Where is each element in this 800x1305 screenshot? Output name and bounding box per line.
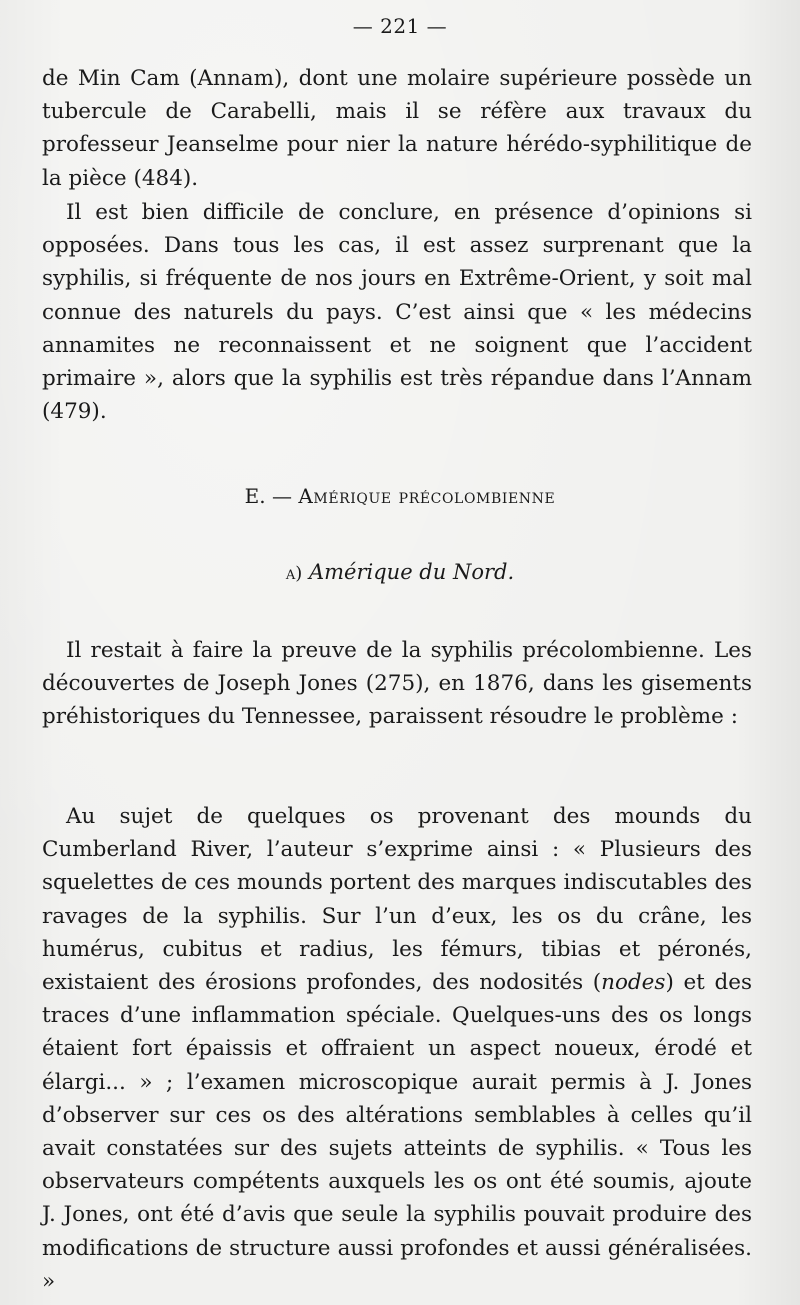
paragraph-1: de Min Cam (Annam), dont une molaire supérieure possède un tubercule de Carabelli, mais il se réfère aux travaux du professeur Jeanselme pour nier la nature hérédo-syphilitique de la pièce (484). <box>42 66 752 191</box>
paragraph-4-part-2: ) et des traces d’une inflammation spéciale. Quelques-uns des os longs étaient fort épaissis et offraient un aspect noueux, érodé et élargi... » ; l’examen microscopique aurait permis à J. Jones d’observer sur ces os des altérations semblables à celles qu’il avait constatées sur des sujets atteints de syphilis. « Tous les observateurs compétents auxquels les os ont été soumis, ajoute J. Jones, ont été d’avis que seule la syphilis pouvait produire des modifications de structure aussi profondes et aussi généralisées. » <box>42 970 752 1294</box>
paragraph-2: Il est bien difficile de conclure, en présence d’opinions si opposées. Dans tous les cas, il est assez surprenant que la syphilis, si fréquente de nos jours en Extrême-Orient, y soit mal connue des naturels du pays. C’est ainsi que « les médecins annamites ne reconnaissent et ne soignent que l’accident primaire », alors que la syphilis est très répandue dans l’Annam (479). <box>42 200 752 425</box>
subsection-title: Amérique du Nord. <box>308 560 515 584</box>
subsection-heading <box>0 560 800 584</box>
paragraph-intro-precolombian <box>42 634 752 734</box>
section-letter: E. — <box>244 484 292 508</box>
paragraph-3: Il restait à faire la preuve de la syphilis précolombienne. Les découvertes de Joseph Jones (275), en 1876, dans les gisements préhistoriques du Tennessee, paraissent résoudre le problème : <box>42 638 752 730</box>
subsection-letter: a) <box>285 563 303 584</box>
section-heading <box>0 484 800 508</box>
paragraph-jones-quote <box>42 800 752 1298</box>
section-title: Amérique précolombienne <box>298 484 556 508</box>
paragraph-4 <box>42 800 752 1298</box>
paragraph-conclusion <box>42 196 752 428</box>
paragraph-continuation <box>42 62 752 195</box>
paragraph-4-part-1: Au sujet de quelques os provenant des mounds du Cumberland River, l’auteur s’exprime ainsi : « Plusieurs des squelettes de ces mounds portent des marques indiscutables des ravages de la syphilis. Sur l’un d’eux, les os du crâne, les humérus, cubitus et radius, les fémurs, tibias et péronés, existaient des érosions profondes, des nodosités ( <box>42 804 752 996</box>
page-number: — 221 — <box>352 14 448 38</box>
paragraph-4-italic-term: nodes <box>601 970 666 996</box>
